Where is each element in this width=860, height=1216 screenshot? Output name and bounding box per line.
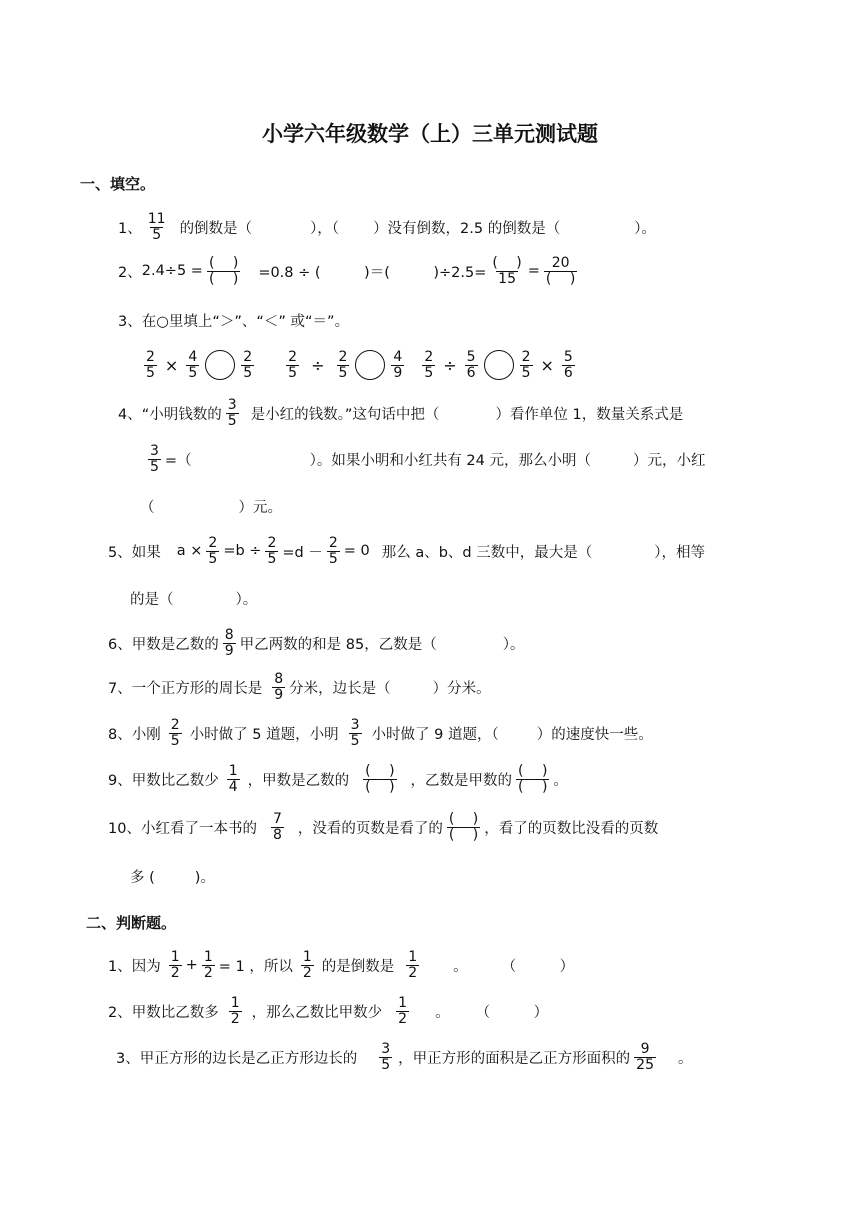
fraction-numerator: 2 bbox=[338, 349, 348, 365]
fraction-denominator: 9 bbox=[393, 364, 403, 381]
question-text: = 1 ，所以 bbox=[218, 958, 293, 975]
question-text: 因为 bbox=[131, 958, 161, 975]
fraction-numerator: 2 bbox=[521, 349, 531, 365]
question-text: 在○里填上“＞”、“＜” 或“＝”。 bbox=[141, 314, 350, 330]
question-text: ）看作单位 1，数量关系式是 bbox=[495, 406, 684, 423]
fraction-numerator: 1 bbox=[398, 995, 408, 1011]
fraction bbox=[301, 950, 314, 980]
expression: =b ÷ bbox=[223, 543, 262, 560]
fraction bbox=[148, 444, 161, 474]
fraction-denominator: 9 bbox=[224, 642, 234, 659]
fraction-denominator: 5 bbox=[381, 1056, 391, 1073]
question-text: ，乙数是甲数的 bbox=[410, 772, 513, 789]
answer-parentheses[interactable]: （ ） bbox=[501, 958, 575, 975]
fraction-numerator: 1 bbox=[408, 949, 418, 965]
fraction bbox=[169, 718, 182, 748]
fraction-numerator: 2 bbox=[243, 349, 253, 365]
question-number: 2、 bbox=[118, 264, 142, 281]
question-text: 甲乙两数的和是 85，乙数是（ bbox=[239, 636, 437, 653]
section-heading-true-false: 二、判断题。 bbox=[86, 914, 177, 932]
question-text: “小明钱数的 bbox=[141, 406, 222, 423]
fraction-denominator: 25 bbox=[636, 1056, 654, 1073]
fraction-numerator: 2 bbox=[424, 349, 434, 365]
fraction-numerator: ( ) bbox=[365, 763, 395, 779]
question-text: 甲数比乙数少 bbox=[131, 772, 219, 789]
question-4-line3 bbox=[140, 496, 282, 517]
fraction-numerator: 3 bbox=[350, 717, 360, 733]
fraction-numerator: 3 bbox=[150, 443, 159, 459]
fraction bbox=[229, 996, 242, 1026]
question-number: 3、 bbox=[116, 1050, 140, 1067]
fraction bbox=[422, 350, 435, 380]
fraction-numerator: 1 bbox=[203, 949, 213, 965]
fraction bbox=[396, 996, 409, 1026]
fraction-denominator: 2 bbox=[170, 964, 180, 981]
question-text: 是小红的钱数。”这句话中把（ bbox=[250, 406, 440, 423]
question-number: 2、 bbox=[108, 1004, 132, 1021]
question-text: ）。如果小明和小红共有 24 元，那么小明（ bbox=[309, 452, 591, 469]
fraction-denominator: 5 bbox=[150, 458, 159, 475]
fraction bbox=[634, 1042, 656, 1072]
plus-sign: + bbox=[185, 957, 198, 974]
fraction-numerator: 5 bbox=[466, 349, 476, 365]
expression: =0.8 ÷ ( )＝( )÷2.5= bbox=[258, 264, 487, 281]
fraction-numerator: ( ) bbox=[492, 255, 522, 271]
fraction-numerator: 2 bbox=[208, 535, 218, 551]
question-5 bbox=[108, 536, 705, 566]
compare-circle[interactable] bbox=[355, 350, 385, 380]
fraction-numerator: 11 bbox=[147, 211, 166, 227]
fraction-denominator: 2 bbox=[398, 1010, 408, 1027]
question-text: 甲数是乙数的 bbox=[131, 636, 219, 653]
fraction-denominator: 5 bbox=[243, 364, 253, 381]
fraction-denominator: ( ) bbox=[518, 778, 548, 795]
fraction bbox=[271, 812, 284, 842]
question-text: ）。 bbox=[502, 636, 525, 653]
fraction-numerator: ( ) bbox=[448, 811, 479, 827]
fraction-denominator: 5 bbox=[267, 550, 277, 567]
blank-fraction bbox=[516, 764, 549, 794]
question-text: 。 bbox=[553, 772, 568, 789]
fraction-denominator: ( ) bbox=[448, 826, 479, 843]
question-text: )。 bbox=[194, 870, 215, 886]
fraction-denominator: 2 bbox=[408, 964, 418, 981]
fraction bbox=[337, 350, 350, 380]
question-text: ，没看的页数是看了的 bbox=[297, 820, 443, 837]
question-text: 小时做了 9 道题，（ bbox=[371, 726, 499, 743]
fraction bbox=[562, 350, 575, 380]
fraction bbox=[327, 536, 340, 566]
fraction-numerator: 5 bbox=[563, 349, 573, 365]
fraction-numerator: 2 bbox=[146, 349, 155, 365]
question-text: 。 bbox=[677, 1050, 693, 1067]
fraction-denominator: 5 bbox=[288, 364, 298, 381]
question-4 bbox=[118, 398, 683, 428]
question-text: 多 ( bbox=[130, 870, 155, 886]
fraction bbox=[227, 764, 240, 794]
fraction bbox=[202, 950, 215, 980]
fraction-denominator: ( ) bbox=[365, 778, 395, 795]
fraction-numerator: 3 bbox=[227, 397, 237, 413]
fraction-denominator: 5 bbox=[350, 732, 360, 749]
question-number: 9、 bbox=[108, 772, 132, 789]
question-6 bbox=[108, 628, 524, 658]
fraction bbox=[379, 1042, 392, 1072]
question-text: =（ bbox=[164, 452, 192, 469]
question-text: 一个正方形的周长是 bbox=[131, 680, 263, 697]
fraction bbox=[241, 350, 254, 380]
question-text: ，甲正方形的面积是乙正方形面积的 bbox=[398, 1050, 631, 1067]
question-text: ）没有倒数，2.5 的倒数是（ bbox=[373, 220, 561, 237]
question-text: ），（ bbox=[310, 220, 340, 237]
section-heading-fill-blank: 一、填空。 bbox=[80, 175, 156, 193]
blank-fraction bbox=[490, 256, 523, 286]
fraction bbox=[226, 398, 239, 428]
question-text: 的是（ bbox=[130, 592, 174, 608]
divide-sign: ÷ bbox=[311, 355, 325, 375]
question-number: 1、 bbox=[118, 220, 142, 237]
question-2 bbox=[118, 256, 581, 286]
fraction-denominator: 2 bbox=[230, 1010, 240, 1027]
fraction-numerator: 1 bbox=[302, 949, 312, 965]
blank-fraction bbox=[207, 256, 240, 286]
fraction bbox=[391, 350, 404, 380]
fraction-numerator: 20 bbox=[551, 255, 570, 271]
fraction bbox=[265, 536, 278, 566]
question-text: 甲正方形的边长是乙正方形边长的 bbox=[139, 1050, 358, 1067]
question-text: 的是倒数是 bbox=[321, 958, 395, 975]
fraction-denominator: 2 bbox=[203, 964, 213, 981]
question-number: 1、 bbox=[108, 958, 132, 975]
fraction bbox=[186, 350, 199, 380]
question-8 bbox=[108, 718, 653, 748]
fraction-denominator: 5 bbox=[328, 550, 338, 567]
judge-3 bbox=[116, 1042, 692, 1072]
fraction-denominator: ( ) bbox=[545, 270, 576, 287]
blank-fraction bbox=[544, 256, 577, 286]
fraction-numerator: 8 bbox=[224, 627, 234, 643]
fraction-numerator: 2 bbox=[288, 349, 298, 365]
question-text: ）。 bbox=[235, 592, 258, 608]
question-text: ）分米。 bbox=[432, 680, 491, 697]
fraction-denominator: 8 bbox=[272, 826, 282, 843]
question-number: 7、 bbox=[108, 680, 132, 697]
compare-circle[interactable] bbox=[484, 350, 514, 380]
fraction-denominator: 5 bbox=[424, 364, 434, 381]
equals-sign: = bbox=[527, 263, 540, 280]
answer-parentheses[interactable]: （ ） bbox=[475, 1004, 549, 1021]
fraction bbox=[223, 628, 236, 658]
question-text: 分米，边长是（ bbox=[289, 680, 391, 697]
question-text: ，甲数是乙数的 bbox=[247, 772, 350, 789]
question-text: （ bbox=[140, 500, 155, 516]
fraction-numerator: 8 bbox=[274, 671, 284, 687]
fraction bbox=[272, 672, 285, 702]
blank-fraction bbox=[363, 764, 396, 794]
fraction-numerator: 9 bbox=[640, 1041, 650, 1057]
fraction-denominator: 9 bbox=[274, 686, 284, 703]
question-3 bbox=[118, 310, 349, 331]
compare-circle[interactable] bbox=[205, 350, 235, 380]
question-7 bbox=[108, 672, 491, 702]
fraction-numerator: 1 bbox=[170, 949, 180, 965]
question-number: 6、 bbox=[108, 636, 132, 653]
page-title: 小学六年级数学（上）三单元测试题 bbox=[262, 122, 598, 146]
fraction bbox=[146, 212, 168, 242]
fraction bbox=[520, 350, 533, 380]
question-text: ，看了的页数比没看的页数 bbox=[484, 820, 659, 837]
fraction-denominator: 2 bbox=[302, 964, 312, 981]
question-text: ）的速度快一些。 bbox=[536, 726, 653, 743]
expression: =d － bbox=[282, 544, 323, 561]
compare-row bbox=[140, 350, 579, 380]
fraction bbox=[286, 350, 299, 380]
fraction-numerator: 4 bbox=[188, 349, 198, 365]
question-5-line2 bbox=[130, 588, 257, 609]
fraction-denominator: 5 bbox=[521, 364, 531, 381]
expression: a × bbox=[176, 543, 203, 560]
fraction-denominator: 5 bbox=[152, 226, 162, 243]
question-text: ）元，小红 bbox=[633, 452, 706, 469]
question-1 bbox=[118, 212, 656, 242]
question-number: 10、 bbox=[108, 820, 141, 837]
fraction bbox=[169, 950, 182, 980]
question-text: 小时做了 5 道题，小明 bbox=[189, 726, 339, 743]
fraction bbox=[349, 718, 362, 748]
fraction-denominator: 6 bbox=[563, 364, 573, 381]
blank-fraction bbox=[447, 812, 480, 842]
fraction-numerator: ( ) bbox=[208, 255, 239, 271]
fraction-denominator: 5 bbox=[208, 550, 218, 567]
fraction-denominator: ( ) bbox=[208, 270, 239, 287]
fraction-denominator: 5 bbox=[188, 364, 198, 381]
fraction-numerator: 2 bbox=[170, 717, 180, 733]
question-text: 甲数比乙数多 bbox=[131, 1004, 219, 1021]
fraction-numerator: 1 bbox=[228, 763, 238, 779]
fraction bbox=[406, 950, 419, 980]
fraction-numerator: ( ) bbox=[518, 763, 548, 779]
fraction-numerator: 3 bbox=[381, 1041, 391, 1057]
judge-2 bbox=[108, 996, 548, 1026]
question-9 bbox=[108, 764, 568, 794]
fraction bbox=[206, 536, 219, 566]
fraction-denominator: 5 bbox=[170, 732, 180, 749]
divide-sign: ÷ bbox=[443, 355, 457, 375]
fraction-denominator: 4 bbox=[228, 778, 238, 795]
question-text: 的倒数是（ bbox=[179, 220, 253, 237]
judge-1 bbox=[108, 950, 574, 980]
question-text: 小红看了一本书的 bbox=[140, 820, 257, 837]
fraction bbox=[144, 350, 157, 380]
question-number: 8、 bbox=[108, 726, 132, 743]
times-sign: × bbox=[164, 355, 179, 375]
expression: 2.4÷5 = bbox=[141, 263, 203, 280]
expression: = 0 bbox=[343, 543, 370, 560]
fraction-numerator: 2 bbox=[267, 535, 277, 551]
fraction-denominator: 5 bbox=[227, 412, 237, 429]
fraction-numerator: 2 bbox=[328, 535, 338, 551]
fraction-denominator: 5 bbox=[146, 364, 155, 381]
fraction bbox=[465, 350, 478, 380]
question-number: 5、 bbox=[108, 544, 132, 561]
fraction-denominator: 5 bbox=[338, 364, 348, 381]
question-text: 。 bbox=[453, 958, 468, 975]
question-text: 。 bbox=[435, 1004, 450, 1021]
fraction-numerator: 4 bbox=[393, 349, 403, 365]
question-text: ，那么乙数比甲数少 bbox=[251, 1004, 383, 1021]
question-number: 3、 bbox=[118, 314, 142, 330]
times-sign: × bbox=[540, 355, 554, 375]
question-number: 4、 bbox=[118, 406, 142, 423]
question-text: ）。 bbox=[634, 220, 656, 237]
fraction-numerator: 7 bbox=[272, 811, 282, 827]
question-text: 小刚 bbox=[131, 726, 161, 743]
fraction-denominator: 15 bbox=[498, 270, 516, 287]
fraction-numerator: 1 bbox=[230, 995, 240, 1011]
question-text: ）元。 bbox=[238, 500, 282, 516]
question-text: ），相等 bbox=[654, 544, 705, 561]
question-10-line2 bbox=[130, 866, 215, 887]
fraction-denominator: 6 bbox=[466, 364, 476, 381]
question-text: 如果 bbox=[131, 544, 161, 561]
question-10 bbox=[108, 812, 658, 842]
question-text: 那么 a、b、d 三数中，最大是（ bbox=[381, 544, 593, 561]
question-4-line2 bbox=[144, 444, 706, 474]
